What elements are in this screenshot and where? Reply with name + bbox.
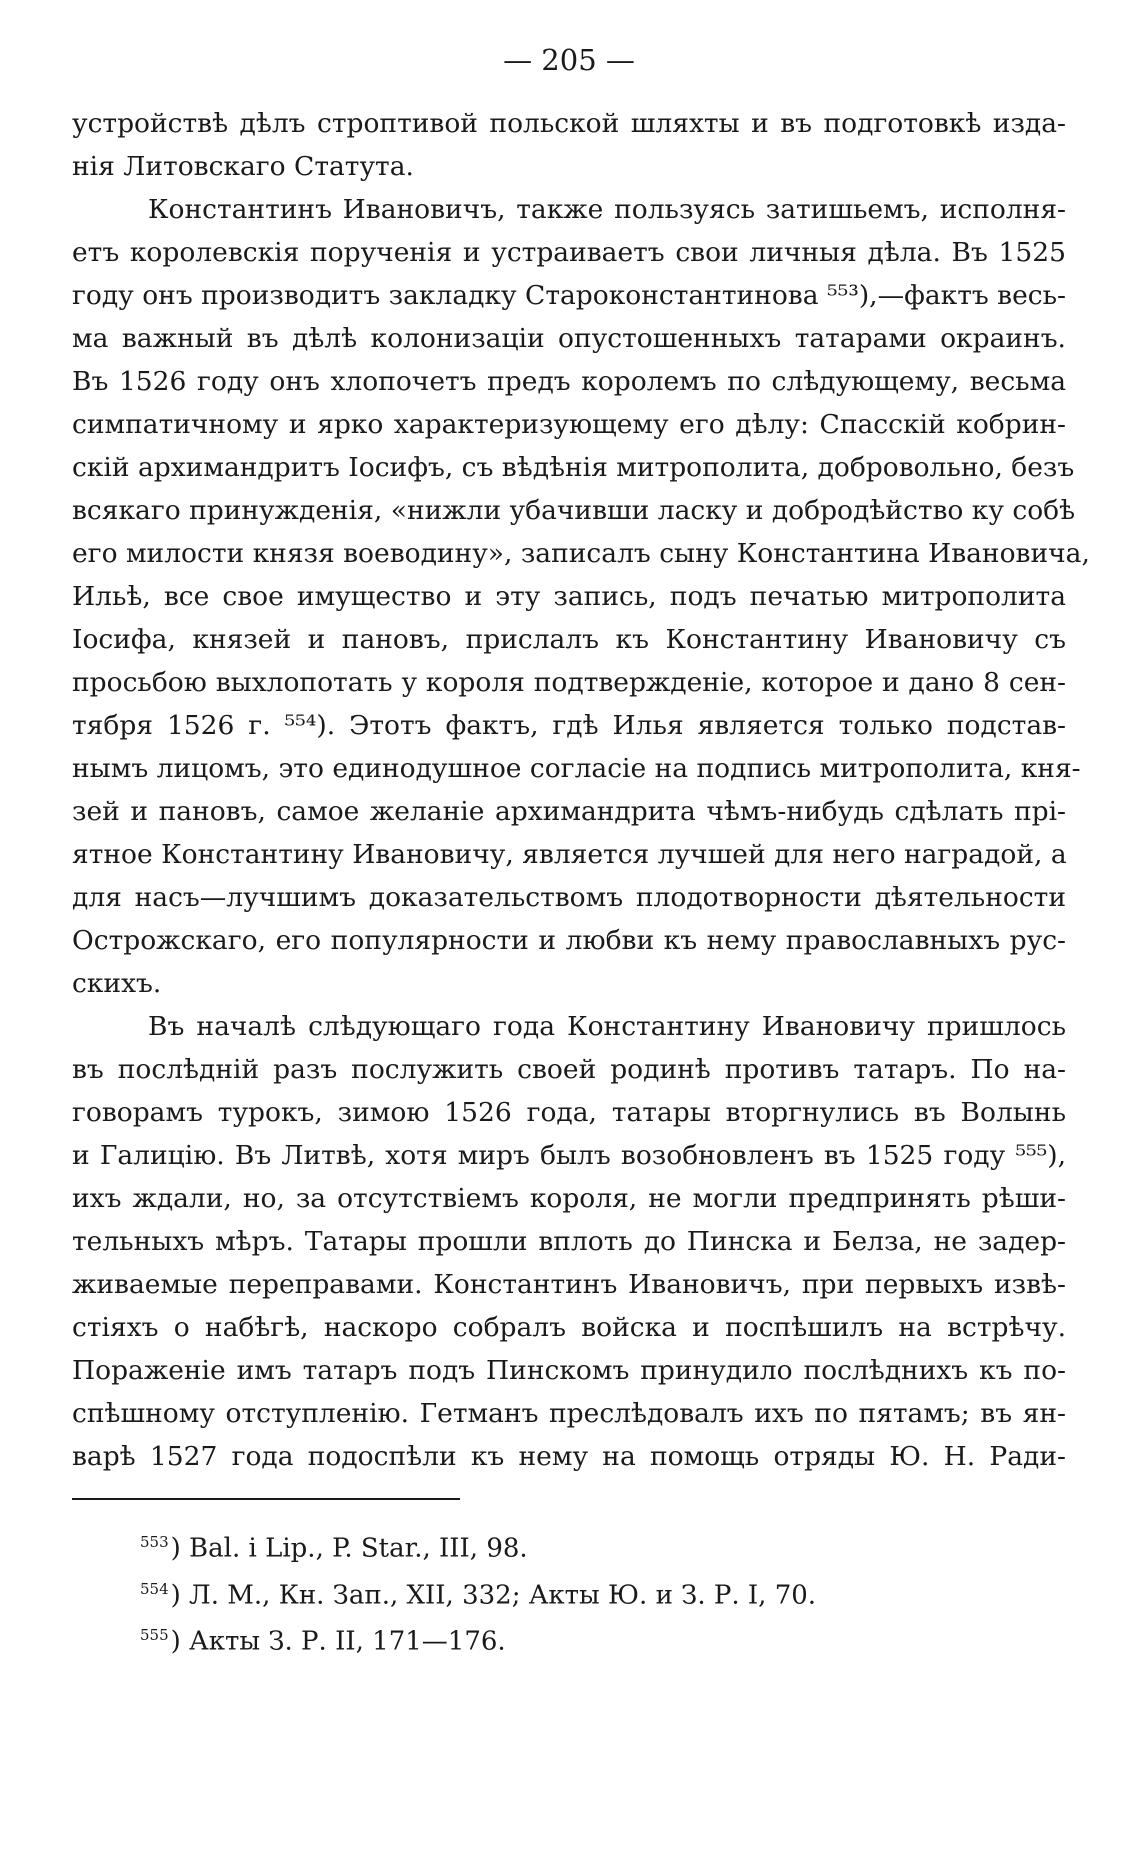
- text-line: его милости князя воеводину», записалъ сыну Константина Ивановича,: [72, 538, 1090, 569]
- text-line: варѣ 1527 года подоспѣли къ нему на помощь отряды Ю. Н. Ради-: [72, 1441, 1066, 1472]
- text-line: Пораженіе имъ татаръ подъ Пинскомъ принудило послѣднихъ къ по-: [72, 1355, 1066, 1386]
- text-line: и Галицію. Въ Литвѣ, хотя миръ былъ возобновленъ въ 1525 году ⁵⁵⁵),: [72, 1140, 1066, 1171]
- text-line: Въ 1526 году онъ хлопочетъ предъ королемъ по слѣдующему, весьма: [72, 366, 1066, 397]
- footnote-number: 553: [140, 1533, 169, 1551]
- text-line: нымъ лицомъ, это единодушное согласіе на подпись митрополита, кня-: [72, 753, 1081, 784]
- text-line: году онъ производитъ закладку Староконстантинова ⁵⁵³),—фактъ весь-: [72, 280, 1066, 311]
- footnote-text: ) Л. М., Кн. Зап., XII, 332; Акты Ю. и З. Р. I, 70.: [170, 1580, 817, 1611]
- text-line: скихъ.: [72, 968, 162, 999]
- footnote: [72, 1615, 1066, 1662]
- text-line: Іосифа, князей и пановъ, прислалъ къ Константину Ивановичу съ: [72, 624, 1066, 655]
- text-line: для насъ—лучшимъ доказательствомъ плодотворности дѣятельности: [72, 882, 1066, 913]
- paragraph-2: [72, 188, 1090, 1005]
- text-line: въ послѣдній разъ послужить своей родинѣ противъ татаръ. По на-: [72, 1054, 1066, 1085]
- text-line: Острожскаго, его популярности и любви къ нему православныхъ рус-: [72, 925, 1066, 956]
- text-line: устройствѣ дѣлъ строптивой польской шляхты и въ подготовкѣ изда-: [72, 108, 1066, 139]
- text-line: зей и пановъ, самое желаніе архимандрита чѣмъ-нибудь сдѣлать прі-: [72, 796, 1066, 827]
- footnote-number: 555: [140, 1626, 169, 1645]
- page-number: — 205 —: [503, 43, 635, 77]
- text-line: Ильѣ, все свое имущество и эту запись, подъ печатью митрополита: [72, 581, 1066, 612]
- text-line: Въ началѣ слѣдующаго года Константину Ивановичу пришлось: [148, 1011, 1066, 1042]
- text-line: ятное Константину Ивановичу, является лучшей для него наградой, а: [72, 839, 1067, 870]
- text-line: просьбою выхлопотать у короля подтвержденіе, которое и дано 8 сен-: [72, 667, 1066, 698]
- footnote: [72, 1522, 1066, 1569]
- text-line: стіяхъ о набѣгѣ, наскоро собралъ войска и поспѣшилъ на встрѣчу.: [72, 1312, 1066, 1343]
- footnotes: [72, 1522, 1066, 1662]
- footnote-text: ) Акты З. Р. II, 171—176.: [170, 1626, 506, 1657]
- footnote-number: 554: [140, 1579, 169, 1598]
- text-line: спѣшному отступленію. Гетманъ преслѣдовалъ ихъ по пятамъ; въ ян-: [72, 1398, 1066, 1429]
- text-line: ихъ ждали, но, за отсутствіемъ короля, не могли предпринять рѣши-: [72, 1183, 1066, 1214]
- text-line: Константинъ Ивановичъ, также пользуясь затишьемъ, исполня-: [148, 194, 1066, 225]
- paragraph-3: [72, 1005, 1066, 1478]
- text-line: тельныхъ мѣръ. Татары прошли вплоть до Пинска и Белза, не задер-: [72, 1226, 1066, 1257]
- book-page: [72, 40, 1090, 1662]
- text-line: говорамъ турокъ, зимою 1526 года, татары вторгнулись въ Волынь: [72, 1097, 1066, 1128]
- text-line: живаемые переправами. Константинъ Ивановичъ, при первыхъ извѣ-: [72, 1269, 1066, 1300]
- text-line: ма важный въ дѣлѣ колонизаціи опустошенныхъ татарами окраинъ.: [72, 323, 1066, 354]
- text-line: тября 1526 г. ⁵⁵⁴). Этотъ фактъ, гдѣ Илья является только подстав-: [72, 710, 1066, 741]
- footnote: [72, 1569, 1066, 1616]
- text-line: всякаго принужденія, «нижли убачивши ласку и добродѣйство ку собѣ: [72, 495, 1076, 526]
- paragraph-1: [72, 102, 1066, 188]
- footnote-divider: [72, 1498, 460, 1500]
- text-line: нія Литовскаго Статута.: [72, 151, 414, 182]
- text-line: симпатичному и ярко характеризующему его дѣлу: Спасскій кобрин-: [72, 409, 1066, 440]
- text-line: скій архимандритъ Іосифъ, съ вѣдѣнія митрополита, добровольно, безъ: [72, 452, 1075, 483]
- footnote-text: ) Bal. i Lip., P. Star., III, 98.: [170, 1533, 528, 1564]
- text-line: етъ королевскія порученія и устраиваетъ свои личныя дѣла. Въ 1525: [72, 237, 1066, 268]
